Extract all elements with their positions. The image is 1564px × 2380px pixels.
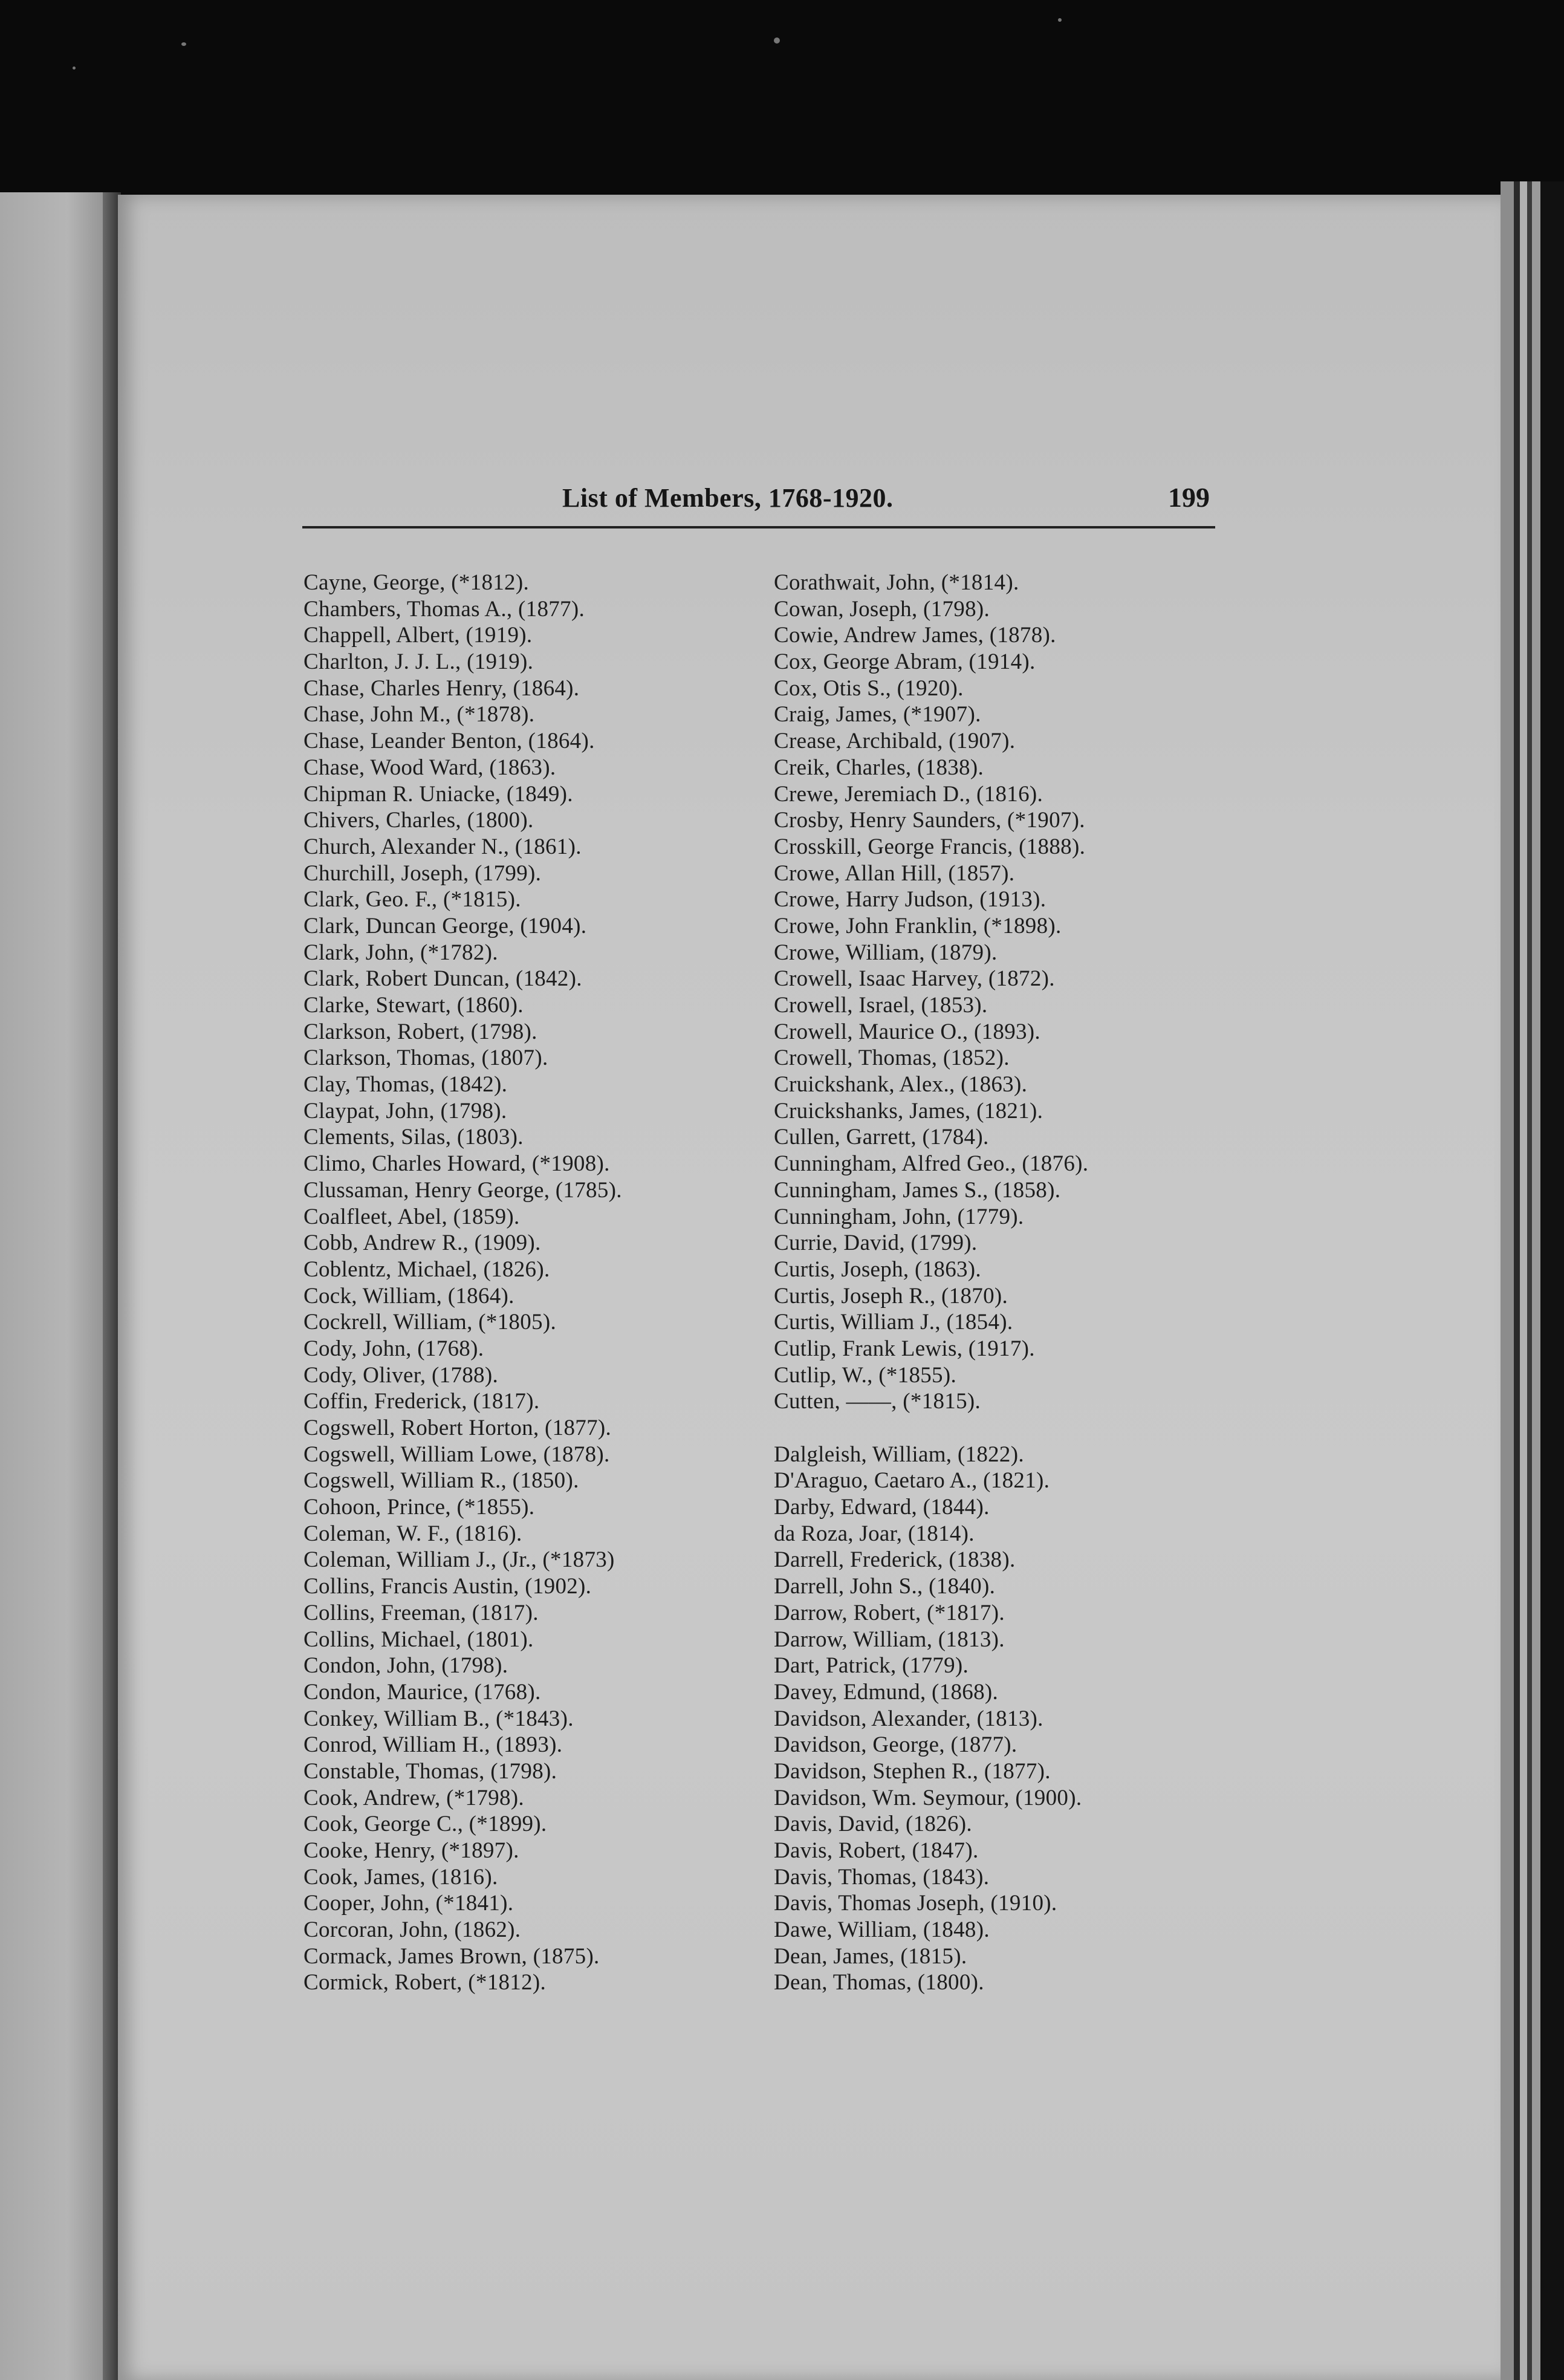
member-entry: Cox, George Abram, (1914). xyxy=(774,649,1036,675)
member-entry: Corathwait, John, (*1814). xyxy=(774,570,1019,595)
member-entry: Davis, David, (1826). xyxy=(774,1812,972,1837)
member-entry: Creik, Charles, (1838). xyxy=(774,755,984,780)
member-entry: Cutlip, W., (*1855). xyxy=(774,1362,957,1388)
member-entry: Clark, Robert Duncan, (1842). xyxy=(303,966,582,992)
binding-edge xyxy=(1520,181,1527,2380)
member-entry: Cruickshank, Alex., (1863). xyxy=(774,1072,1028,1097)
member-entry: Crowe, Allan Hill, (1857). xyxy=(774,860,1015,886)
member-entry: Dalgleish, William, (1822). xyxy=(774,1442,1024,1467)
member-entry: Constable, Thomas, (1798). xyxy=(303,1758,557,1784)
member-entry: Clark, Duncan George, (1904). xyxy=(303,913,587,938)
member-entry: Cogswell, William Lowe, (1878). xyxy=(303,1442,610,1467)
member-entry: Churchill, Joseph, (1799). xyxy=(303,860,542,886)
member-entry: Cooke, Henry, (*1897). xyxy=(303,1838,519,1863)
member-entry: Davidson, George, (1877). xyxy=(774,1732,1017,1758)
column-spacer xyxy=(774,1415,1088,1442)
member-entry: Crowell, Maurice O., (1893). xyxy=(774,1019,1040,1044)
member-entry: Condon, Maurice, (1768). xyxy=(303,1679,541,1705)
member-entry: Cowan, Joseph, (1798). xyxy=(774,596,990,622)
member-entry: Cogswell, Robert Horton, (1877). xyxy=(303,1416,612,1440)
member-entry: Crosby, Henry Saunders, (*1907). xyxy=(774,808,1085,833)
member-entry: Coblentz, Michael, (1826). xyxy=(303,1257,550,1282)
member-entry: Davidson, Wm. Seymour, (1900). xyxy=(774,1785,1082,1810)
member-entry: Cullen, Garrett, (1784). xyxy=(774,1125,989,1150)
member-entry: Cayne, George, (*1812). xyxy=(303,570,530,595)
member-entry: Cowie, Andrew James, (1878). xyxy=(774,623,1056,648)
member-entry: Cormick, Robert, (*1812). xyxy=(303,1970,547,1995)
member-entry: Cox, Otis S., (1920). xyxy=(774,675,964,701)
member-entry: Davidson, Stephen R., (1877). xyxy=(774,1758,1051,1784)
member-entry: Crease, Archibald, (1907). xyxy=(774,729,1016,754)
member-entry: Crowe, John Franklin, (*1898). xyxy=(774,913,1062,938)
member-entry: Cunningham, Alfred Geo., (1876). xyxy=(774,1151,1089,1177)
member-entry: Claypat, John, (1798). xyxy=(303,1098,507,1123)
member-entry: Clussaman, Henry George, (1785). xyxy=(303,1177,622,1203)
member-entry: Crowe, William, (1879). xyxy=(774,940,998,965)
member-entry: Coalfleet, Abel, (1859). xyxy=(303,1204,520,1229)
member-entry: Corcoran, John, (1862). xyxy=(303,1917,521,1943)
member-entry: Conrod, William H., (1893). xyxy=(303,1732,563,1758)
member-entry: Chase, Leander Benton, (1864). xyxy=(303,729,595,754)
member-entry: Church, Alexander N., (1861). xyxy=(303,834,582,859)
binding-edge xyxy=(1501,181,1514,2380)
member-entry: Chambers, Thomas A., (1877). xyxy=(303,596,585,622)
member-entry: Clark, Geo. F., (*1815). xyxy=(303,887,521,912)
member-entry: Chivers, Charles, (1800). xyxy=(303,808,534,833)
member-entry: Clarkson, Robert, (1798). xyxy=(303,1019,537,1044)
member-entry: Condon, John, (1798). xyxy=(303,1653,508,1679)
member-entry: Climo, Charles Howard, (*1908). xyxy=(303,1151,610,1177)
member-entry: Crowell, Israel, (1853). xyxy=(774,993,988,1018)
member-entry: Chase, Wood Ward, (1863). xyxy=(303,755,556,780)
member-entry: Clarke, Stewart, (1860). xyxy=(303,993,524,1018)
dust-speck xyxy=(181,42,186,46)
member-entry: Curtis, Joseph, (1863). xyxy=(774,1257,981,1282)
member-entry: Currie, David, (1799). xyxy=(774,1231,978,1256)
header-rule xyxy=(302,526,1215,528)
member-entry: Dean, James, (1815). xyxy=(774,1943,967,1969)
member-entry: Davey, Edmund, (1868). xyxy=(774,1679,999,1705)
member-entry: Crewe, Jeremiach D., (1816). xyxy=(774,781,1043,807)
binding-edge xyxy=(1527,181,1532,2380)
member-entry: Darrell, John S., (1840). xyxy=(774,1574,996,1599)
member-entry: Charlton, J. J. L., (1919). xyxy=(303,649,534,675)
member-entry: Cruickshanks, James, (1821). xyxy=(774,1098,1043,1123)
member-entry: Dawe, William, (1848). xyxy=(774,1917,990,1943)
member-entry: Crosskill, George Francis, (1888). xyxy=(774,834,1086,859)
member-entry: Davidson, Alexander, (1813). xyxy=(774,1706,1043,1731)
member-entry: Cook, James, (1816). xyxy=(303,1864,498,1890)
member-entry: da Roza, Joar, (1814). xyxy=(774,1521,975,1546)
member-entry: Cockrell, William, (*1805). xyxy=(303,1310,556,1335)
member-entry: Collins, Francis Austin, (1902). xyxy=(303,1574,592,1599)
member-entry: Chipman R. Uniacke, (1849). xyxy=(303,781,573,807)
member-entry: Cunningham, John, (1779). xyxy=(774,1204,1024,1229)
binding-edge xyxy=(1514,181,1520,2380)
member-entry: Davis, Thomas, (1843). xyxy=(774,1864,990,1890)
member-entry: Clay, Thomas, (1842). xyxy=(303,1072,508,1097)
left-member-column xyxy=(303,570,622,1996)
member-entry: Darrow, Robert, (*1817). xyxy=(774,1600,1005,1625)
running-head-title: List of Members, 1768-1920. xyxy=(562,483,894,513)
dust-speck xyxy=(73,67,76,70)
member-entry: Conkey, William B., (*1843). xyxy=(303,1706,574,1731)
member-entry: Clements, Silas, (1803). xyxy=(303,1125,524,1150)
dust-speck xyxy=(1058,18,1062,22)
member-entry: Cobb, Andrew R., (1909). xyxy=(303,1231,541,1256)
member-entry: Chase, Charles Henry, (1864). xyxy=(303,675,580,701)
member-entry: Curtis, William J., (1854). xyxy=(774,1310,1013,1335)
member-entry: Clark, John, (*1782). xyxy=(303,940,498,965)
dust-speck xyxy=(774,37,780,44)
binding-edge xyxy=(1540,181,1564,2380)
member-entry: Dean, Thomas, (1800). xyxy=(774,1970,984,1995)
member-entry: Coleman, W. F., (1816). xyxy=(303,1521,522,1546)
member-entry: Crowell, Isaac Harvey, (1872). xyxy=(774,966,1055,992)
page-number: 199 xyxy=(1168,482,1210,513)
member-entry: Cook, George C., (*1899). xyxy=(303,1812,547,1837)
member-entry: Cutlip, Frank Lewis, (1917). xyxy=(774,1336,1035,1361)
member-entry: Clarkson, Thomas, (1807). xyxy=(303,1045,548,1071)
member-entry: Darrell, Frederick, (1838). xyxy=(774,1547,1016,1573)
member-entry: Davis, Robert, (1847). xyxy=(774,1838,979,1863)
member-entry: Darby, Edward, (1844). xyxy=(774,1495,990,1520)
member-entry: Coleman, William J., (Jr., (*1873) xyxy=(303,1547,615,1573)
member-entry: Cock, William, (1864). xyxy=(303,1283,514,1309)
member-entry: Curtis, Joseph R., (1870). xyxy=(774,1283,1008,1309)
member-entry: Chase, John M., (*1878). xyxy=(303,702,535,727)
right-member-column xyxy=(774,570,1088,1996)
member-entry: Cogswell, William R., (1850). xyxy=(303,1468,579,1494)
member-entry: Chappell, Albert, (1919). xyxy=(303,623,533,648)
member-entry: Cormack, James Brown, (1875). xyxy=(303,1943,600,1969)
member-entry: Cooper, John, (*1841). xyxy=(303,1891,514,1916)
member-entry: Craig, James, (*1907). xyxy=(774,702,981,727)
member-entry: Crowell, Thomas, (1852). xyxy=(774,1045,1010,1071)
member-entry: Cook, Andrew, (*1798). xyxy=(303,1785,524,1810)
film-background xyxy=(0,0,1564,200)
previous-page-edge xyxy=(0,192,112,2380)
member-entry: Crowe, Harry Judson, (1913). xyxy=(774,887,1046,912)
member-entry: Collins, Freeman, (1817). xyxy=(303,1600,539,1625)
member-entry: Davis, Thomas Joseph, (1910). xyxy=(774,1891,1057,1916)
member-entry: Collins, Michael, (1801). xyxy=(303,1627,534,1652)
binding-edge xyxy=(1532,181,1540,2380)
member-entry: Cunningham, James S., (1858). xyxy=(774,1177,1061,1203)
member-entry: Cody, John, (1768). xyxy=(303,1336,484,1361)
member-entry: Coffin, Frederick, (1817). xyxy=(303,1389,540,1414)
member-entry: Darrow, William, (1813). xyxy=(774,1627,1005,1652)
member-entry: Cody, Oliver, (1788). xyxy=(303,1362,499,1388)
member-entry: Cutten, ——, (*1815). xyxy=(774,1389,981,1414)
member-entry: Cohoon, Prince, (*1855). xyxy=(303,1495,535,1520)
member-entry: D'Araguo, Caetaro A., (1821). xyxy=(774,1468,1050,1494)
member-entry: Dart, Patrick, (1779). xyxy=(774,1653,969,1679)
